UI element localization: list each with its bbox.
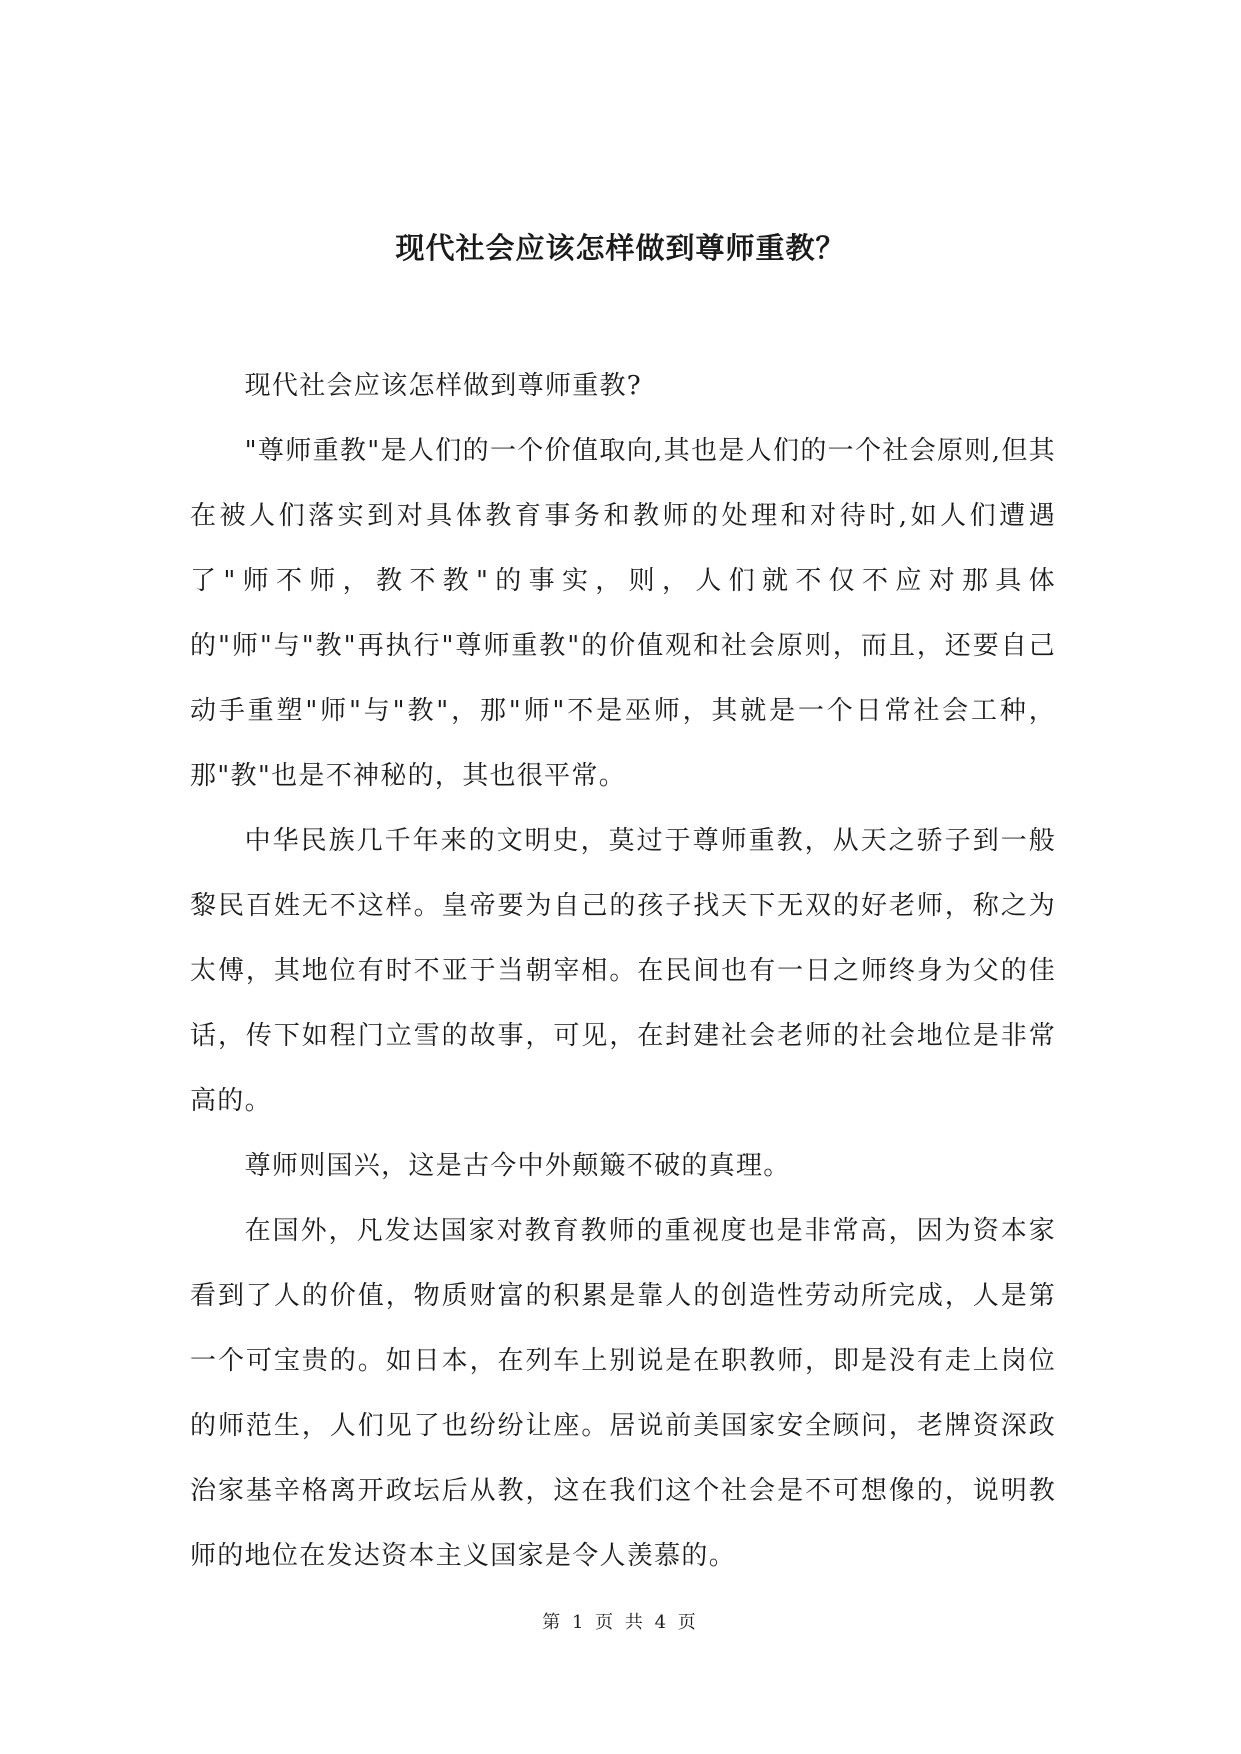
paragraph-1: 现代社会应该怎样做到尊师重教? <box>244 371 643 401</box>
paragraph-5: 在国外，凡发达国家对教育教师的重视度也是非常高，因为资本家看到了人的价值，物质财富的积累是靠人的创造性劳动所完成，人是第一个可宝贵的。如日本，在列车上别说是在职教师，即是没有走上岗位的师范生，人们见了也纷纷让座。居说前美国家安全顾问，老牌资深政治家基辛格离开政坛后从教，这在我们这个社会是不可想像的，说明教师的地位在发达资本主义国家是令人羡慕的。 <box>190 1216 1056 1571</box>
document-title: 现代社会应该怎样做到尊师重教？ <box>395 231 846 265</box>
document-body <box>190 354 1056 1589</box>
paragraph-3: 中华民族几千年来的文明史，莫过于尊师重教，从天之骄子到一般黎民百姓无不这样。皇帝要为自己的孩子找天下无双的好老师，称之为太傅，其地位有时不亚于当朝宰相。在民间也有一日之师终身为父的佳话，传下如程门立雪的故事，可见，在封建社会老师的社会地位是非常高的。 <box>190 826 1056 1116</box>
paragraph-2: "尊师重教"是人们的一个价值取向,其也是人们的一个社会原则,但其在被人们落实到对具体教育事务和教师的处理和对待时,如人们遭遇了"师不师，教不教"的事实，则，人们就不仅不应对那具体的"师"与"教"再执行"尊师重教"的价值观和社会原则，而且，还要自己动手重塑"师"与"教"，那"师"不是巫师，其就是一个日常社会工种，那"教"也是不神秘的，其也很平常。 <box>190 436 1056 791</box>
page-number-footer: 第 1 页 共 4 页 <box>542 1612 699 1633</box>
paragraph-4: 尊师则国兴，这是古今中外颠簸不破的真理。 <box>244 1151 791 1181</box>
